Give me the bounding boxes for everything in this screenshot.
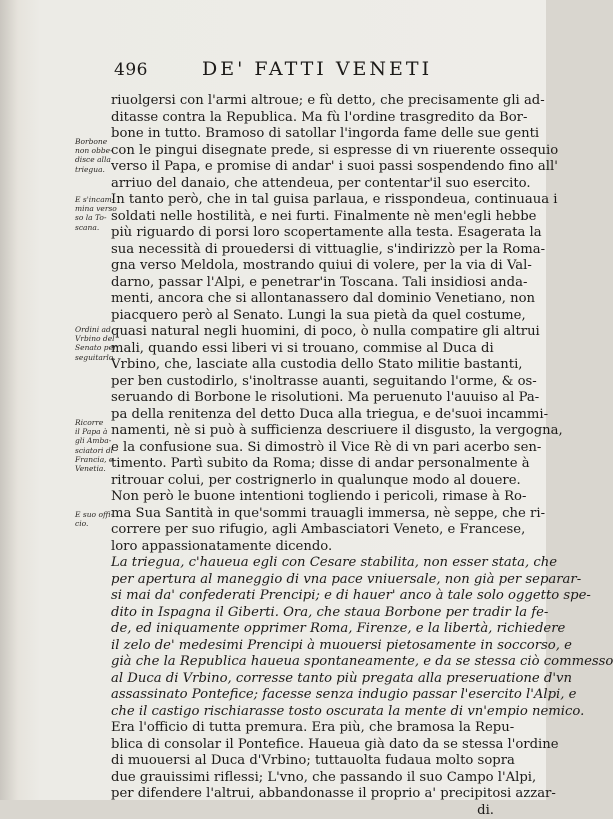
text-line: ditasse contra la Republica. Ma fù l'ordine trasgredito da Bor- xyxy=(111,110,494,127)
body-text xyxy=(111,93,494,819)
page-number: 496 xyxy=(114,60,148,80)
margin-note-line: Vrbino del xyxy=(75,334,121,343)
text-line: bone in tutto. Bramoso di satollar l'ingorda fame delle sue genti xyxy=(111,126,494,143)
text-line: In tanto però, che in tal guisa parlaua, e risspondeua, continuaua i xyxy=(111,192,494,209)
text-line: e la confusione sua. Si dimostrò il Vice Rè di vn pari acerbo sen- xyxy=(111,440,494,457)
text-line: blica di consolar il Pontefice. Haueua già dato da se stessa l'ordine xyxy=(111,737,494,754)
margin-note-line: so la To- xyxy=(75,213,121,222)
text-line: soldati nelle hostilità, e nei furti. Finalmente nè men'egli hebbe xyxy=(111,209,494,226)
text-line: arriuo del danaio, che attendeua, per contentar'il suo esercito. xyxy=(111,176,494,193)
text-line: gna verso Meldola, mostrando quiui di volere, per la via di Val- xyxy=(111,258,494,275)
margin-note-line: il Papa à xyxy=(75,427,121,436)
margin-note-line: disce alla xyxy=(75,155,121,164)
text-line: con le pingui disegnate prede, si espresse di vn riuerente ossequio xyxy=(111,143,494,160)
text-line: correre per suo rifugio, agli Ambasciatori Veneto, e Francese, xyxy=(111,522,494,539)
text-line: ritrouar colui, per costrignerlo in qualunque modo al douere. xyxy=(111,473,494,490)
margin-note-line: cio. xyxy=(75,519,121,528)
text-line: Era l'officio di tutta premura. Era più, che bramosa la Repu- xyxy=(111,720,494,737)
running-title: DE' FATTI VENETI xyxy=(202,58,432,80)
margin-note-line: Ricorre xyxy=(75,418,121,427)
text-line: più riguardo di porsi loro scopertamente alla testa. Esagerata la xyxy=(111,225,494,242)
text-line: ma Sua Santità in que'sommi trauagli immersa, nè seppe, che ri- xyxy=(111,506,494,523)
margin-note-line: E s'incam- xyxy=(75,195,121,204)
text-line: al Duca di Vrbino, corresse tanto più pregata alla preseruatione d'vn xyxy=(111,671,494,688)
margin-note-line: Francia, e xyxy=(75,455,121,464)
margin-note-line: sciatori di xyxy=(75,446,121,455)
margin-note-line: Venetia. xyxy=(75,464,121,473)
text-line: La triegua, c'haueua egli con Cesare stabilita, non esser stata, che xyxy=(111,555,494,572)
text-line: riuolgersi con l'armi altroue; e fù detto, che precisamente gli ad- xyxy=(111,93,494,110)
page-header xyxy=(112,60,492,86)
margin-note-line: Borbone xyxy=(75,137,121,146)
text-line: menti, ancora che si allontanassero dal dominio Venetiano, non xyxy=(111,291,494,308)
text-line: pa della renitenza del detto Duca alla triegua, e de'suoi incammi- xyxy=(111,407,494,424)
text-line: per difendere l'altrui, abbandonasse il proprio a' precipitosi azzar- xyxy=(111,786,494,803)
text-line: si mai da' confederati Prencipi; e di hauer' anco à tale solo oggetto spe- xyxy=(111,588,494,605)
text-line: Non però le buone intentioni togliendo i pericoli, rimase à Ro- xyxy=(111,489,494,506)
margin-note-line: scana. xyxy=(75,223,121,232)
text-line: per ben custodirlo, s'inoltrasse auanti, seguitando l'orme, & os- xyxy=(111,374,494,391)
text-line: quasi natural negli huomini, di poco, ò nulla compatire gli altrui xyxy=(111,324,494,341)
text-line: di muouersi al Duca d'Vrbino; tuttauolta fudaua molto sopra xyxy=(111,753,494,770)
text-line: namenti, nè si può à sufficienza descriuere il disgusto, la vergogna, xyxy=(111,423,494,440)
margin-note-line: triegua. xyxy=(75,165,121,174)
text-line: seruando di Borbone le risolutioni. Ma peruenuto l'auuiso al Pa- xyxy=(111,390,494,407)
text-line: già che la Republica haueua spontaneamente, e da se stessa ciò commesso xyxy=(111,654,494,671)
text-line: verso il Papa, e promise di andar' i suoi passi sospendendo fino all' xyxy=(111,159,494,176)
margin-note-line: mina verso xyxy=(75,204,121,213)
text-line: mali, quando essi liberi vi si trouano, commise al Duca di xyxy=(111,341,494,358)
margin-note-line: Ordini ad xyxy=(75,325,121,334)
margin-note-line: non obbe- xyxy=(75,146,121,155)
margin-note-line: Senato per xyxy=(75,343,121,352)
text-line: dito in Ispagna il Giberti. Ora, che staua Borbone per tradir la fe- xyxy=(111,605,494,622)
text-line: assassinato Pontefice; facesse senza indugio passar l'esercito l'Alpi, e xyxy=(111,687,494,704)
text-line: Vrbino, che, lasciate alla custodia dello Stato militie bastanti, xyxy=(111,357,494,374)
margin-note-line: gli Amba- xyxy=(75,436,121,445)
text-line: due grauissimi riflessi; L'vno, che passando il suo Campo l'Alpi, xyxy=(111,770,494,787)
text-line: che il castigo rischiarasse tosto oscurata la mente di vn'empio nemico. xyxy=(111,704,494,721)
text-line: loro appassionatamente dicendo. xyxy=(111,539,494,556)
text-line: sua necessità di prouedersi di vittuaglie, s'indirizzò per la Roma- xyxy=(111,242,494,259)
text-line: piacquero però al Senato. Lungi la sua pietà da quel costume, xyxy=(111,308,494,325)
text-line: timento. Partì subito da Roma; disse di andar personalmente à xyxy=(111,456,494,473)
text-line: per apertura al maneggio di vna pace vniuersale, non già per separar- xyxy=(111,572,494,589)
text-line: di. xyxy=(111,803,494,819)
text-line: darno, passar l'Alpi, e penetrar'in Toscana. Tali insidiosi anda- xyxy=(111,275,494,292)
margin-note-line: E suo offi- xyxy=(75,510,121,519)
text-line: il zelo de' medesimi Prencipi à muouersi pietosamente in soccorso, e xyxy=(111,638,494,655)
margin-note-line: seguitarlo. xyxy=(75,353,121,362)
text-line: de, ed iniquamente opprimer Roma, Firenze, e la libertà, richiedere xyxy=(111,621,494,638)
